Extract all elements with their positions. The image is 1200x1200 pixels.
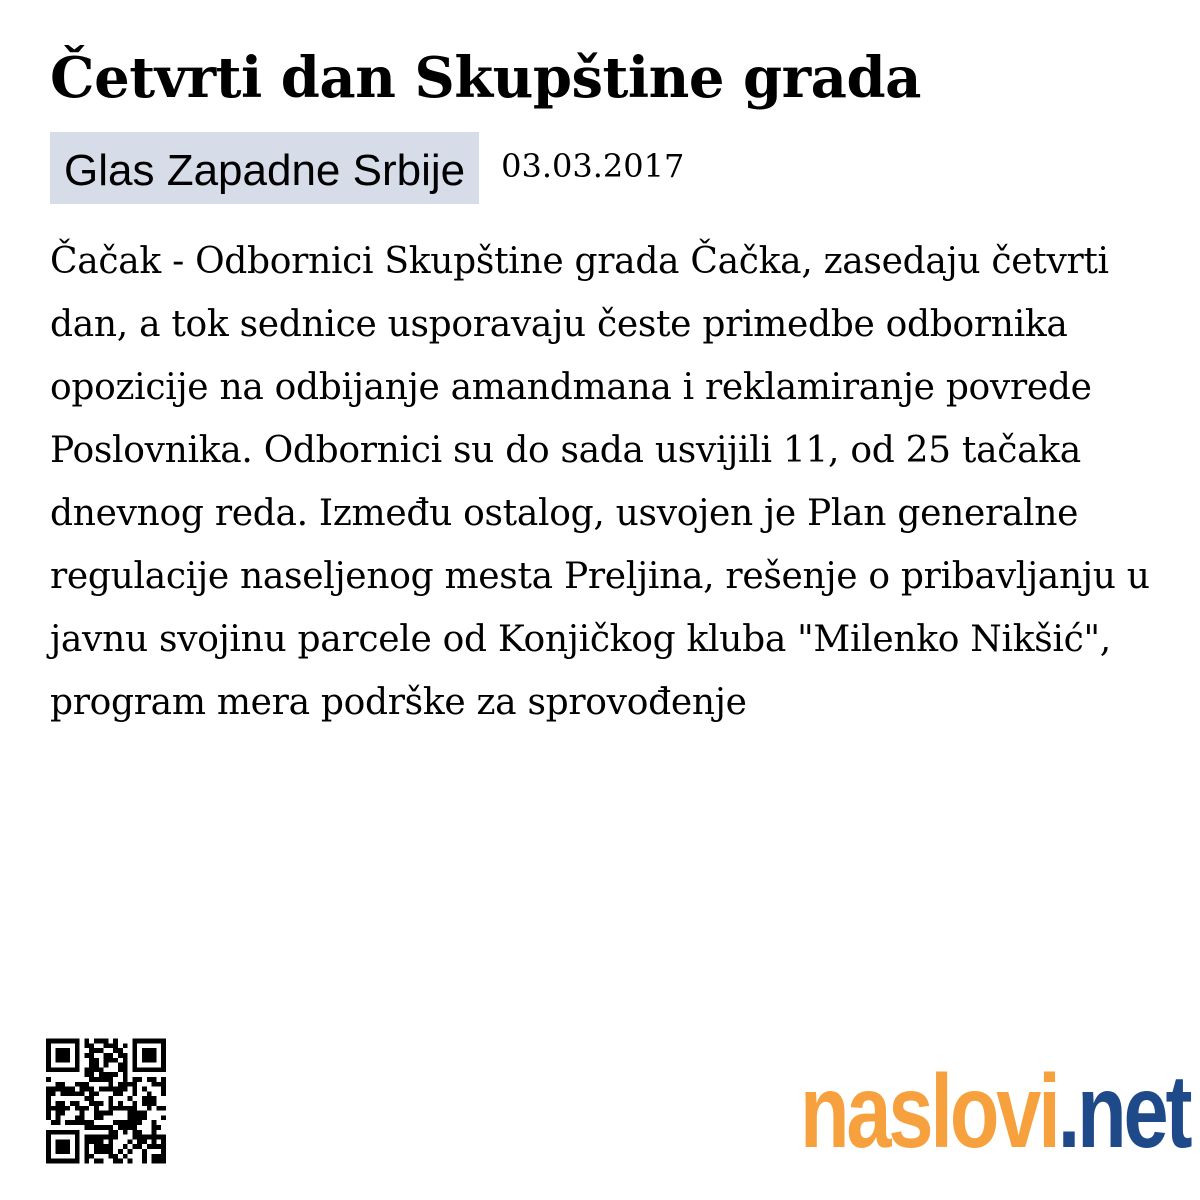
article-meta	[50, 132, 684, 204]
logo-part-net: .net	[1057, 1054, 1190, 1170]
naslovi-net-logo[interactable]	[800, 1054, 1190, 1170]
source-badge[interactable]: Glas Zapadne Srbije	[50, 132, 479, 204]
article-title: Četvrti dan Skupštine grada	[50, 45, 921, 111]
qr-code-icon	[46, 1038, 166, 1164]
logo-part-naslovi: naslovi	[800, 1054, 1058, 1170]
publish-date: 03.03.2017	[501, 147, 685, 185]
article-body: Čačak - Odbornici Skupštine grada Čačka, zasedaju četvrti dan, a tok sednice usporavaju česte primedbe odbornika opozicije na odbijanje amandmana i reklamiranje povrede Poslovnika. Odbornici su do sada usvijili 11, od 25 tačaka dnevnog reda. Između ostalog, usvojen je Plan generalne regulacije naseljenog mesta Preljina, rešenje o pribavljanju u javnu svojinu parcele od Konjičkog kluba "Milenko Nikšić", program mera podrške za sprovođenje	[50, 241, 1150, 723]
